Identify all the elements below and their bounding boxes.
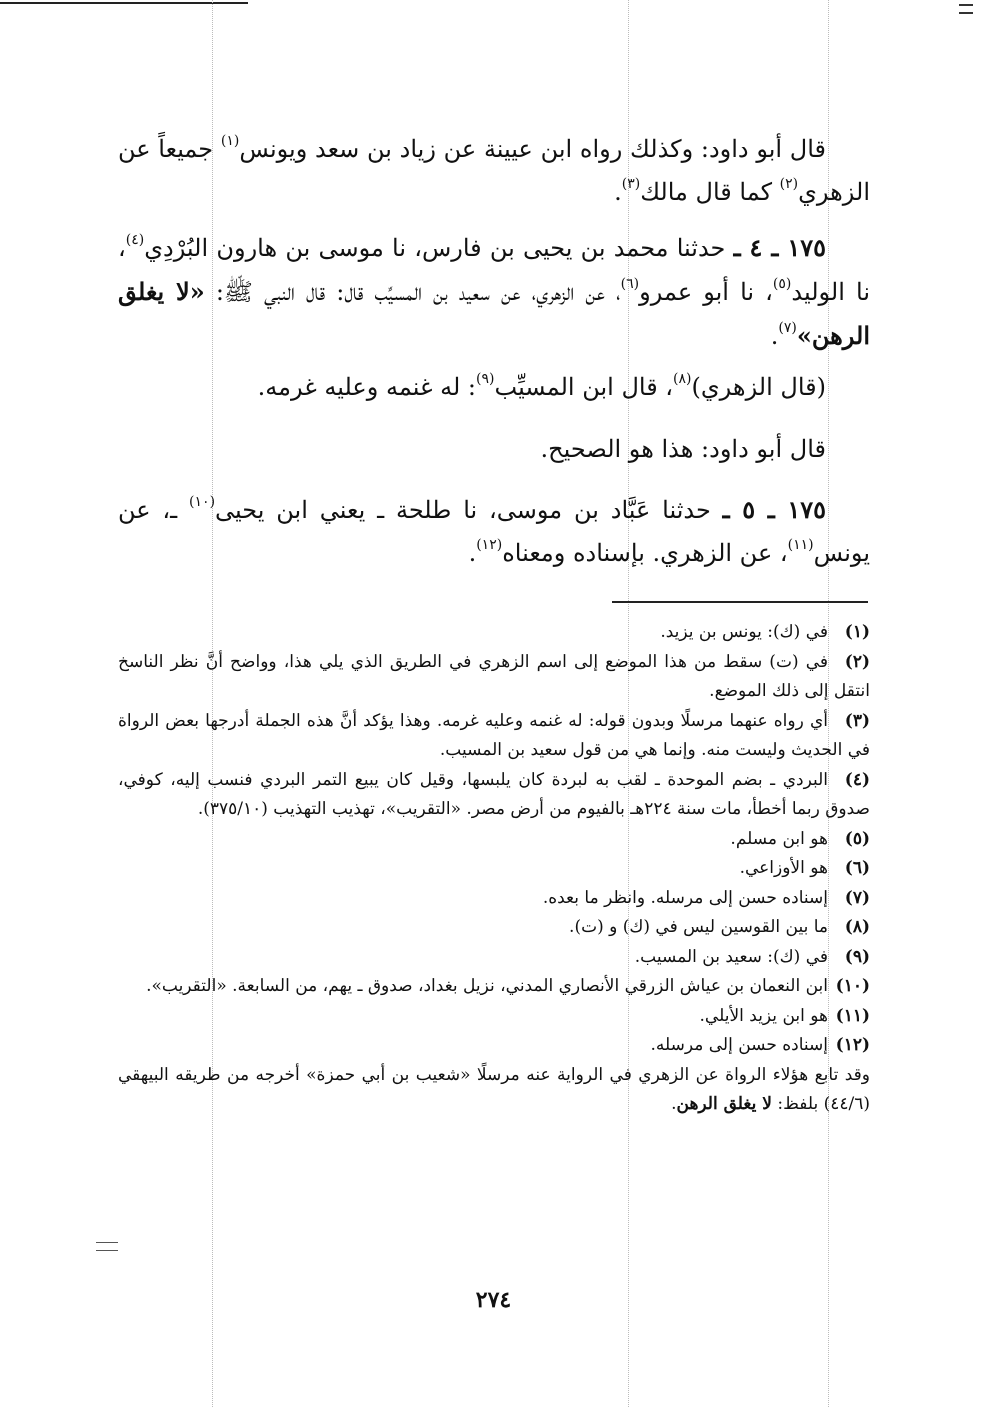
footnote-ref: (١١) (787, 537, 814, 553)
footnote-text: هو ابن مسلم. (730, 828, 828, 849)
footnote-text: إسناده حسن إلى مرسله. وانظر ما بعده. (542, 887, 828, 908)
footnote-item (118, 766, 870, 825)
footnote-ref: (٤) (125, 232, 145, 248)
footnote-text: أي رواه عنهما مرسلًا وبدون قوله: له غنمه وعليه غرمه. وهذا يؤكد أنَّ هذه الجملة أدرجها بعض الرواة في الحديث وليست منه. وإنما هي من قول سعيد بن المسيب. (118, 710, 870, 760)
paragraph-text: (قال الزهري) (691, 373, 826, 401)
paragraph-3 (118, 366, 870, 409)
footnote-item (118, 825, 870, 855)
footnote-item (118, 707, 870, 766)
page-number: ٢٧٤ (475, 1287, 512, 1313)
footnote-text: هو ابن يزيد الأيلي. (699, 1005, 828, 1026)
paragraph-text: قال أبو داود: وكذلك رواه ابن عيينة عن زياد بن سعد ويونس (239, 135, 827, 163)
paragraph-text: . (770, 322, 779, 350)
footnote-text: في (ك): يونس بن يزيد. (660, 622, 828, 642)
footnote-item (118, 618, 870, 648)
paragraph-text: . (468, 539, 477, 567)
paragraph-text: ، عن الزهري. بإسناده ومعناه (502, 539, 788, 567)
footnote-number: (١) (844, 622, 870, 642)
footnote-item (118, 943, 870, 973)
paragraph-text: حدثنا عَبَّاد بن موسى، نا طلحة ـ يعني ابن يحيى (215, 496, 723, 524)
margin-tick (959, 4, 973, 6)
top-border-rule (0, 2, 248, 4)
footnote-text: . (671, 1094, 677, 1114)
hadith-number: ١٧٥ ـ ٤ ـ (733, 233, 826, 262)
paragraph-text: ، عن الزهري، عن سعيد بن المسيِّب قال: قال النبي ﷺ: (204, 278, 621, 306)
hadith-matn: لا يغلق الرهن (676, 1094, 772, 1114)
footnote-number: (٢) (844, 651, 870, 672)
footnote-ref: (٧) (778, 320, 797, 336)
footnote-number: (٩) (844, 946, 870, 967)
hadith-matn: «لا يغلق الرهن» (118, 277, 870, 350)
footnote-text: إسناده حسن إلى مرسله. (650, 1035, 828, 1055)
paragraph-text: حدثنا محمد بن يحيى بن فارس، نا موسى بن هارون البُرْدِي (144, 234, 734, 262)
margin-tick (959, 12, 973, 14)
footnote-item (118, 1031, 870, 1061)
paragraph-text: . (614, 178, 622, 206)
footnote-separator (612, 601, 868, 603)
footnote-number: (١٠) (835, 976, 870, 996)
footnote-item (118, 1002, 870, 1032)
footnote-number: (٦) (844, 858, 870, 878)
paragraph-text: ـ، عن يونس (118, 496, 870, 567)
paragraph-text: ، نا أبو عمرو (639, 278, 773, 306)
hadith-175-5 (118, 488, 870, 575)
footnote-item (118, 854, 870, 884)
footnote-extra (118, 1061, 870, 1120)
hadith-number: ١٧٥ ـ ٥ ـ (722, 495, 827, 524)
footnote-text: البردي ـ بضم الموحدة ـ لقب به لبردة كان يلبسها، وقيل كان يبيع التمر البردي فنسب إليه، كوفي، صدوق ربما أخطأ، مات سنة ٢٢٤هـ بالفيوم من أرض مصر. «التقريب»، تهذيب التهذيب (٣٧٥/١٠). (118, 769, 870, 819)
footnote-number: (٧) (844, 887, 870, 908)
footnote-text: وقد تابع هؤلاء الرواة عن الزهري في الرواية عنه مرسلًا «شعيب بن أبي حمزة» أخرجه من طريقه البيهقي (٤٤/٦) بلفظ: (118, 1064, 870, 1114)
hadith-175-4 (118, 226, 870, 358)
paragraph-text: قال أبو داود: هذا هو الصحيح. (540, 435, 826, 463)
footnote-ref: (٥) (772, 276, 792, 292)
footnote-item (118, 972, 870, 1002)
footnote-item (118, 913, 870, 943)
footnotes-list (118, 618, 870, 1120)
margin-mark (96, 1242, 118, 1251)
footnote-text: ابن النعمان بن عياش الزرقي الأنصاري المدني، نزيل بغداد، صدوق ـ يهم، من السابعة. «التقريب». (146, 976, 828, 996)
footnote-number: (١١) (835, 1005, 870, 1026)
footnote-ref: (٦) (620, 276, 640, 292)
footnote-text: ما بين القوسين ليس في (ك) و (ت). (569, 917, 828, 937)
footnote-ref: (٩) (476, 371, 495, 387)
footnote-text: هو الأوزاعي. (739, 858, 828, 878)
footnote-ref: (١٠) (189, 494, 216, 510)
paragraph-text: ، قال ابن المسيِّب (494, 373, 674, 401)
footnote-ref: (١٢) (476, 537, 503, 553)
paragraph-1 (118, 128, 870, 214)
footnote-ref: (٨) (673, 371, 692, 387)
footnote-number: (٣) (844, 710, 870, 731)
paragraph-text: : له غنمه وعليه غرمه. (257, 373, 477, 401)
footnote-text: في (ت) سقط من هذا الموضع إلى اسم الزهري في الطريق الذي يلي هذا، وواضح أنَّ نظر الناسخ انتقل إلى ذلك الموضع. (118, 651, 870, 701)
footnote-number: (٤) (844, 769, 870, 790)
paragraph-text: جميعاً عن الزهري (118, 135, 870, 206)
footnote-text: في (ك): سعيد بن المسيب. (634, 946, 828, 967)
footnote-number: (٥) (844, 828, 870, 849)
footnote-item (118, 648, 870, 707)
footnote-number: (١٢) (835, 1035, 870, 1055)
footnote-number: (٨) (844, 917, 870, 937)
paragraph-4 (118, 428, 870, 471)
footnote-ref: (٢) (779, 176, 799, 192)
footnote-ref: (٣) (621, 176, 641, 192)
paragraph-text: كما قال مالك (640, 178, 780, 206)
footnote-ref: (١) (220, 133, 240, 149)
paragraph-text: ، نا الوليد (118, 234, 870, 306)
footnote-item (118, 884, 870, 914)
